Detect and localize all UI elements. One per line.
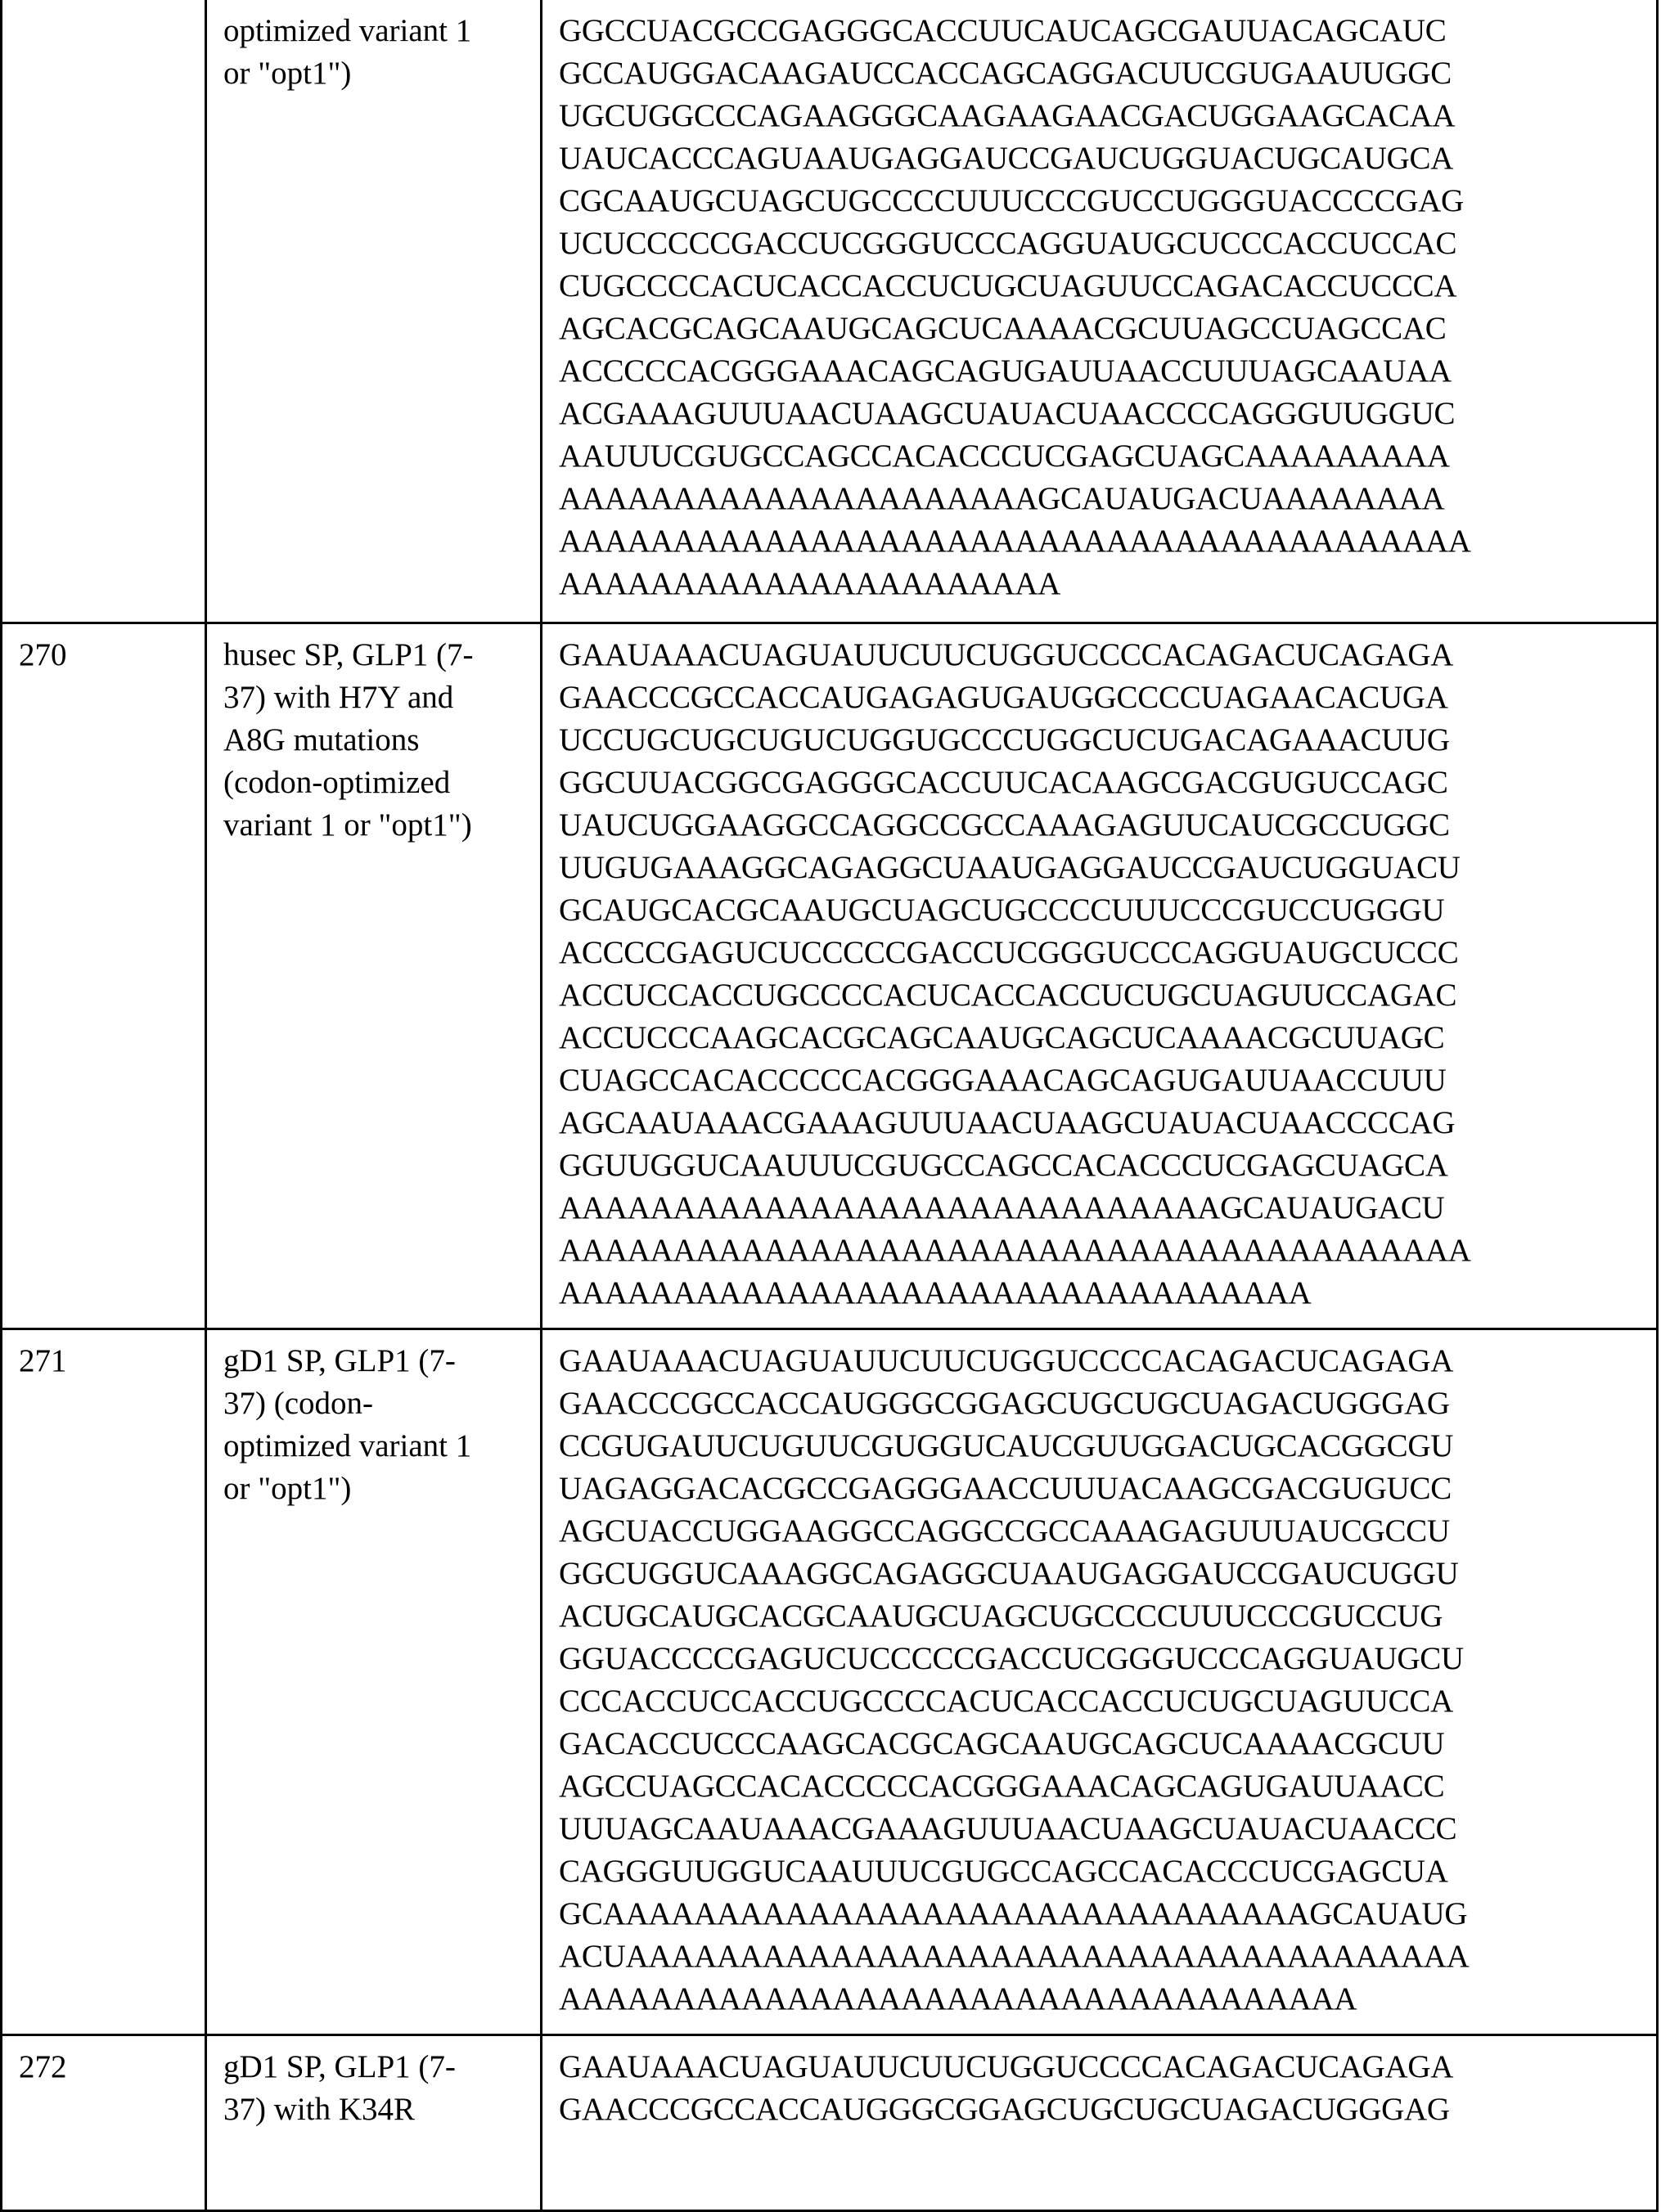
sequence-line: AAAAAAAAAAAAAAAAAAAAAAAAAAAAAAAAAAAAAAAA xyxy=(559,520,1645,563)
table-row xyxy=(2,2035,1658,2211)
table-row xyxy=(2,1329,1658,2035)
sequence-cell xyxy=(542,0,1658,623)
sequence-table xyxy=(0,0,1659,2212)
sequence-line: GAAUAAACUAGUAUUCUUCUGGUCCCCACAGACUCAGAGA xyxy=(559,2046,1645,2088)
sequence-line: AAAAAAAAAAAAAAAAAAAAAAAAAAAAAAAAA xyxy=(559,1272,1645,1315)
sequence-line: CUAGCCACACCCCCACGGGAAACAGCAGUGAUUAACCUUU xyxy=(559,1059,1645,1102)
sequence-line: GCCAUGGACAAGAUCCACCAGCAGGACUUCGUGAAUUGGC xyxy=(559,52,1645,95)
sequence-cell xyxy=(542,2035,1658,2211)
sequence-cell xyxy=(542,1329,1658,2035)
sequence-line: UGCUGGCCCAGAAGGGCAAGAAGAACGACUGGAAGCACAA xyxy=(559,95,1645,137)
sequence-line: AAAAAAAAAAAAAAAAAAAAAAAAAAAAAAAAAAA xyxy=(559,1978,1645,2021)
description-cell: gD1 SP, GLP1 (7- 37) with K34R xyxy=(206,2035,542,2211)
sequence-line: UUGUGAAAGGCAGAGGCUAAUGAGGAUCCGAUCUGGUACU xyxy=(559,847,1645,889)
sequence-line: AGCUACCUGGAAGGCCAGGCCGCCAAAGAGUUUAUCGCCU xyxy=(559,1510,1645,1553)
sequence-cell xyxy=(542,623,1658,1329)
sequence-line: GGCUUACGGCGAGGGCACCUUCACAAGCGACGUGUCCAGC xyxy=(559,762,1645,804)
sequence-line: GCAAAAAAAAAAAAAAAAAAAAAAAAAAAAAAAGCAUAUG xyxy=(559,1893,1645,1936)
sequence-line: ACUGCAUGCACGCAAUGCUAGCUGCCCCUUUCCCGUCCUG xyxy=(559,1595,1645,1638)
sequence-line: AGCACGCAGCAAUGCAGCUCAAAACGCUUAGCCUAGCCAC xyxy=(559,308,1645,350)
sequence-line: ACCCCCACGGGAAACAGCAGUGAUUAACCUUUAGCAAUAA xyxy=(559,350,1645,393)
sequence-line: GAAUAAACUAGUAUUCUUCUGGUCCCCACAGACUCAGAGA xyxy=(559,1340,1645,1382)
sequence-line: UCUCCCCCGACCUCGGGUCCCAGGUAUGCUCCCACCUCCAC xyxy=(559,223,1645,265)
seq-id-cell xyxy=(2,0,206,623)
sequence-line: UAGAGGACACGCCGAGGGAACCUUUACAAGCGACGUGUCC xyxy=(559,1468,1645,1510)
sequence-line: AAAAAAAAAAAAAAAAAAAAAGCAUAUGACUAAAAAAAA xyxy=(559,478,1645,520)
description-cell: gD1 SP, GLP1 (7- 37) (codon- optimized variant 1 or "opt1") xyxy=(206,1329,542,2035)
sequence-line: AGCAAUAAACGAAAGUUUAACUAAGCUAUACUAACCCCAG xyxy=(559,1102,1645,1144)
table-row xyxy=(2,623,1658,1329)
seq-id-cell: 272 xyxy=(2,2035,206,2211)
sequence-line: CCGUGAUUCUGUUCGUGGUCAUCGUUGGACUGCACGGCGU xyxy=(559,1425,1645,1468)
sequence-line: UAUCUGGAAGGCCAGGCCGCCAAAGAGUUCAUCGCCUGGC xyxy=(559,804,1645,847)
sequence-line: ACUAAAAAAAAAAAAAAAAAAAAAAAAAAAAAAAAAAAAA xyxy=(559,1936,1645,1978)
sequence-line: ACGAAAGUUUAACUAAGCUAUACUAACCCCAGGGUUGGUC xyxy=(559,393,1645,435)
sequence-line: UUUAGCAAUAAACGAAAGUUUAACUAAGCUAUACUAACCC xyxy=(559,1808,1645,1850)
sequence-line: AAAAAAAAAAAAAAAAAAAAAA xyxy=(559,563,1645,605)
sequence-line: GAACCCGCCACCAUGGGCGGAGCUGCUGCUAGACUGGGAG xyxy=(559,1382,1645,1425)
sequence-line: AAUUUCGUGCCAGCCACACCCUCGAGCUAGCAAAAAAAAA xyxy=(559,435,1645,478)
sequence-line: ACCUCCACCUGCCCCACUCACCACCUCUGCUAGUUCCAGAC xyxy=(559,974,1645,1017)
sequence-line: GAACCCGCCACCAUGGGCGGAGCUGCUGCUAGACUGGGAG xyxy=(559,2088,1645,2131)
sequence-line: GGUACCCCGAGUCUCCCCCGACCUCGGGUCCCAGGUAUGCU xyxy=(559,1638,1645,1680)
table-row xyxy=(2,0,1658,623)
sequence-line: UAUCACCCAGUAAUGAGGAUCCGAUCUGGUACUGCAUGCA xyxy=(559,137,1645,180)
sequence-line: GAAUAAACUAGUAUUCUUCUGGUCCCCACAGACUCAGAGA xyxy=(559,634,1645,677)
seq-id-cell: 271 xyxy=(2,1329,206,2035)
sequence-line: AGCCUAGCCACACCCCCACGGGAAACAGCAGUGAUUAACC xyxy=(559,1765,1645,1808)
sequence-line: GGCUGGUCAAAGGCAGAGGCUAAUGAGGAUCCGAUCUGGU xyxy=(559,1553,1645,1595)
sequence-line: ACCUCCCAAGCACGCAGCAAUGCAGCUCAAAACGCUUAGC xyxy=(559,1017,1645,1059)
sequence-line: CAGGGUUGGUCAAUUUCGUGCCAGCCACACCCUCGAGCUA xyxy=(559,1850,1645,1893)
sequence-line: GGCCUACGCCGAGGGCACCUUCAUCAGCGAUUACAGCAUC xyxy=(559,10,1645,52)
sequence-line: CCCACCUCCACCUGCCCCACUCACCACCUCUGCUAGUUCCA xyxy=(559,1680,1645,1723)
sequence-line: AAAAAAAAAAAAAAAAAAAAAAAAAAAAAGCAUAUGACU xyxy=(559,1187,1645,1230)
sequence-line: GACACCUCCCAAGCACGCAGCAAUGCAGCUCAAAACGCUU xyxy=(559,1723,1645,1765)
sequence-line: GGUUGGUCAAUUUCGUGCCAGCCACACCCUCGAGCUAGCA xyxy=(559,1144,1645,1187)
sequence-line: UCCUGCUGCUGUCUGGUGCCCUGGCUCUGACAGAAACUUG xyxy=(559,719,1645,762)
description-cell: husec SP, GLP1 (7- 37) with H7Y and A8G mutations (codon-optimized variant 1 or "opt1") xyxy=(206,623,542,1329)
sequence-line: GAACCCGCCACCAUGAGAGUGAUGGCCCCUAGAACACUGA xyxy=(559,677,1645,719)
sequence-line: ACCCCGAGUCUCCCCCGACCUCGGGUCCCAGGUAUGCUCCC xyxy=(559,932,1645,974)
sequence-line: CUGCCCCACUCACCACCUCUGCUAGUUCCAGACACCUCCCA xyxy=(559,265,1645,308)
description-cell: optimized variant 1 or "opt1") xyxy=(206,0,542,623)
sequence-line: CGCAAUGCUAGCUGCCCCUUUCCCGUCCUGGGUACCCCGAG xyxy=(559,180,1645,223)
sequence-line: GCAUGCACGCAAUGCUAGCUGCCCCUUUCCCGUCCUGGGU xyxy=(559,889,1645,932)
seq-id-cell: 270 xyxy=(2,623,206,1329)
sequence-line: AAAAAAAAAAAAAAAAAAAAAAAAAAAAAAAAAAAAAAAA xyxy=(559,1230,1645,1272)
